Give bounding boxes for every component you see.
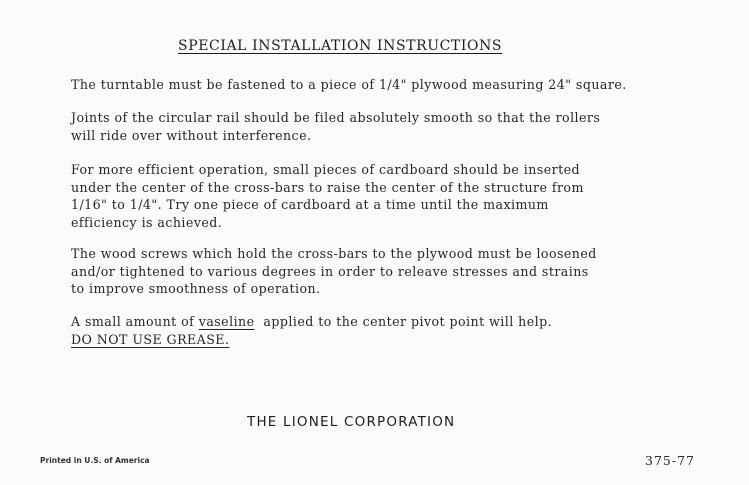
lubrication-text-start: A small amount of (71, 314, 199, 329)
form-number: 375-77 (645, 453, 695, 468)
paragraph-line: under the center of the cross-bars to raise the center of the structure from (71, 179, 584, 195)
paragraph-line: The wood screws which hold the cross-bars to the plywood must be loosened (71, 246, 597, 261)
corporation-name: THE LIONEL CORPORATION (247, 414, 456, 430)
paragraph-mounting (71, 76, 691, 94)
paragraph-line: 1/16" to 1/4". Try one piece of cardboard at a time until the maximum (71, 197, 549, 212)
paragraph-line: will ride over without interference. (71, 127, 312, 143)
lubrication-text-end: applied to the center pivot point will help. (254, 314, 553, 329)
paragraph-line: For more efficient operation, small pieces of cardboard should be inserted (71, 162, 581, 177)
paragraph-line (71, 313, 691, 331)
paragraph-line: Joints of the circular rail should be filed absolutely smooth so that the rollers (71, 110, 601, 125)
paragraph-rail-joints (71, 109, 691, 144)
paragraph-line: efficiency is achieved. (71, 214, 223, 230)
paragraph-line: The turntable must be fastened to a piece of 1/4" plywood measuring 24" square. (71, 77, 627, 92)
printed-in-note: Printed in U.S. of America (40, 456, 150, 465)
vaseline-emphasis: vaseline (198, 314, 255, 329)
paragraph-line: to improve smoothness of operation. (71, 281, 321, 296)
paragraph-lubrication (71, 313, 691, 348)
grease-warning: DO NOT USE GREASE. (71, 331, 230, 347)
paragraph-line: and/or tightened to various degrees in order to releave stresses and strains (71, 263, 589, 279)
paragraph-cardboard (71, 161, 691, 231)
paragraph-wood-screws (71, 245, 691, 298)
document-title: SPECIAL INSTALLATION INSTRUCTIONS (178, 38, 503, 54)
